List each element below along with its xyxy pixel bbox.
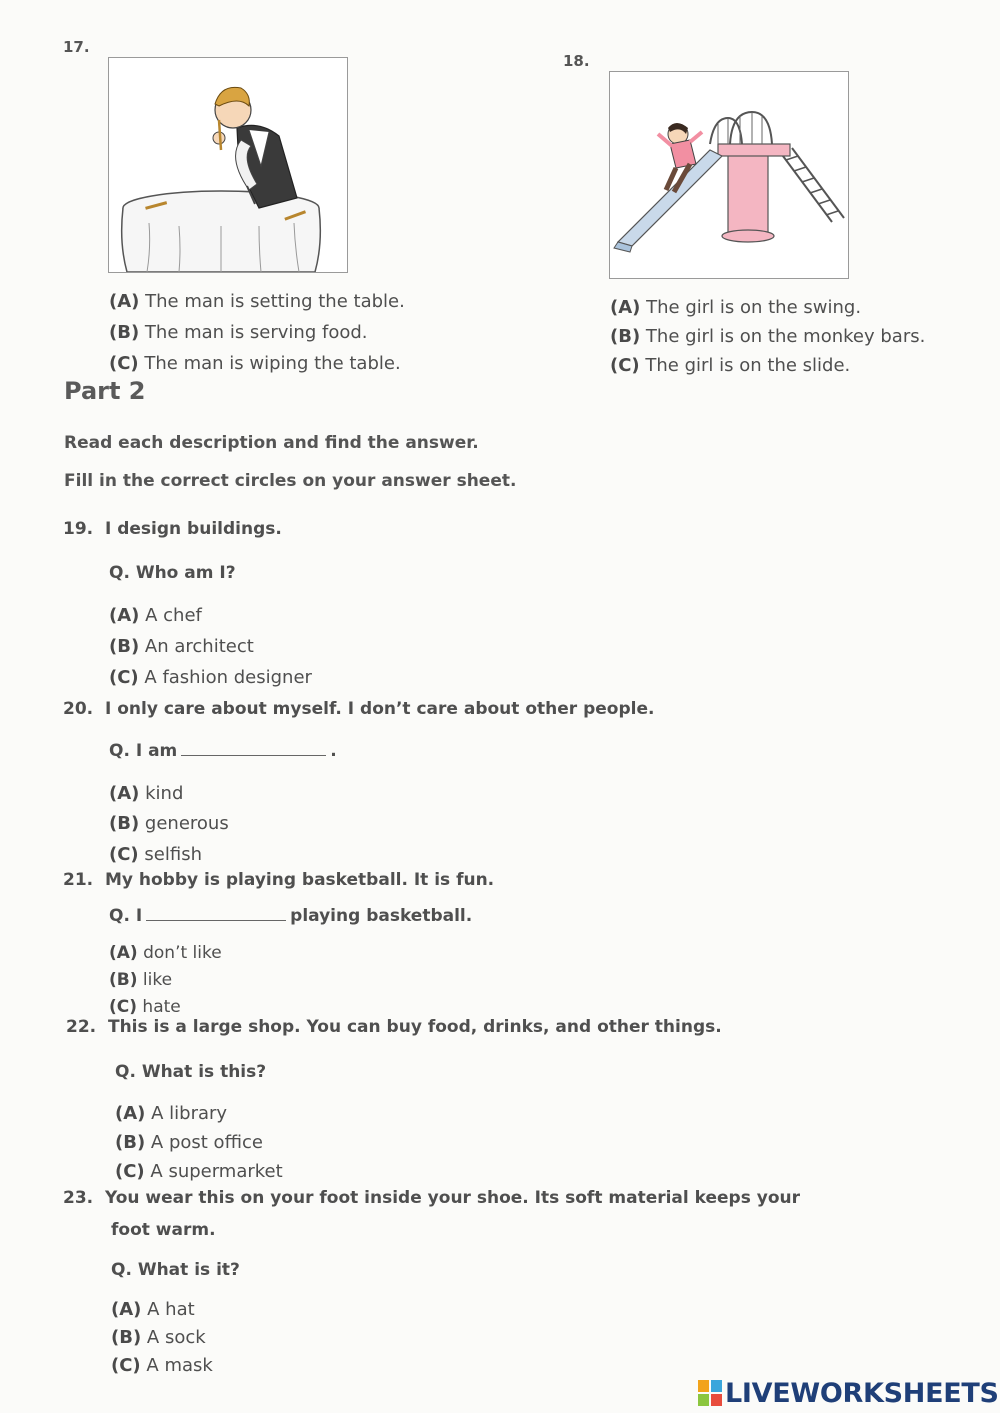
question-23-line2: foot warm. [111, 1220, 216, 1240]
question-number: 23. [63, 1188, 94, 1208]
option-text: selfish [144, 844, 202, 865]
option-21-b[interactable] [109, 970, 172, 990]
question-number: 20. [63, 699, 94, 719]
question-22-prompt: Q. What is this? [115, 1062, 267, 1082]
option-letter: (C) [109, 844, 139, 865]
liveworksheets-logo-icon [698, 1380, 722, 1406]
option-20-a[interactable] [109, 783, 183, 804]
option-letter: (A) [111, 1299, 142, 1320]
option-letter: (C) [115, 1161, 145, 1182]
answer-blank [146, 906, 286, 921]
question-number: 19. [63, 519, 94, 539]
option-text: generous [144, 813, 229, 834]
question-number: 21. [63, 870, 94, 890]
instruction-read: Read each description and find the answer. [64, 433, 479, 453]
option-text: The man is setting the table. [145, 291, 405, 312]
logo-text: LIVEWORKSHEETS [725, 1377, 999, 1409]
girl-on-slide-illustration [609, 71, 849, 279]
question-21 [63, 870, 494, 890]
option-21-c[interactable] [109, 997, 181, 1017]
option-text: don’t like [143, 943, 222, 963]
option-letter: (B) [109, 970, 138, 990]
question-20 [63, 699, 654, 719]
prompt-prefix: Q. I [109, 906, 143, 926]
instruction-fill: Fill in the correct circles on your answer sheet. [64, 471, 517, 491]
option-text: like [142, 970, 173, 990]
option-19-a[interactable] [109, 605, 202, 626]
option-text: hate [142, 997, 181, 1017]
option-23-c[interactable] [111, 1355, 213, 1376]
question-text: My hobby is playing basketball. It is fun. [104, 870, 495, 890]
option-letter: (B) [109, 636, 140, 657]
option-18-b[interactable] [610, 326, 925, 347]
option-letter: (C) [111, 1355, 141, 1376]
option-23-b[interactable] [111, 1327, 206, 1348]
option-letter: (B) [115, 1132, 146, 1153]
option-text: A library [151, 1103, 228, 1124]
question-text: You wear this on your foot inside your shoe. Its soft material keeps your [104, 1188, 801, 1208]
question-number: 22. [66, 1017, 97, 1037]
option-letter: (A) [109, 783, 140, 804]
question-23 [63, 1188, 800, 1208]
question-text: I design buildings. [104, 519, 282, 539]
option-letter: (C) [109, 353, 139, 374]
option-letter: (B) [109, 322, 140, 343]
option-letter: (B) [109, 813, 140, 834]
part-title: Part 2 [64, 377, 146, 405]
option-19-b[interactable] [109, 636, 254, 657]
option-text: A chef [145, 605, 202, 626]
option-18-c[interactable] [610, 355, 850, 376]
man-setting-table-illustration [108, 57, 348, 273]
option-text: A fashion designer [144, 667, 312, 688]
option-letter: (A) [109, 291, 140, 312]
option-text: A supermarket [150, 1161, 283, 1182]
option-letter: (A) [109, 605, 140, 626]
option-22-a[interactable] [115, 1103, 227, 1124]
prompt-prefix: Q. I am [109, 741, 178, 761]
option-20-c[interactable] [109, 844, 202, 865]
option-text: The man is serving food. [144, 322, 368, 343]
option-letter: (C) [109, 667, 139, 688]
option-20-b[interactable] [109, 813, 229, 834]
option-text: A mask [146, 1355, 213, 1376]
question-19 [63, 519, 282, 539]
prompt-suffix: . [330, 741, 337, 761]
option-text: A hat [147, 1299, 195, 1320]
liveworksheets-logo[interactable] [698, 1378, 999, 1408]
option-text: The girl is on the monkey bars. [645, 326, 926, 347]
option-text: kind [145, 783, 184, 804]
option-text: The girl is on the swing. [646, 297, 862, 318]
question-20-prompt [109, 741, 337, 761]
answer-blank [181, 741, 326, 756]
option-18-a[interactable] [610, 297, 861, 318]
option-22-c[interactable] [115, 1161, 283, 1182]
prompt-suffix: playing basketball. [290, 906, 473, 926]
option-17-b[interactable] [109, 322, 368, 343]
question-19-prompt: Q. Who am I? [109, 563, 236, 583]
option-letter: (A) [610, 297, 641, 318]
question-text: I only care about myself. I don’t care about other people. [104, 699, 655, 719]
question-22 [66, 1017, 722, 1037]
option-17-c[interactable] [109, 353, 401, 374]
question-text: This is a large shop. You can buy food, drinks, and other things. [107, 1017, 722, 1037]
option-letter: (B) [610, 326, 641, 347]
option-21-a[interactable] [109, 943, 222, 963]
option-letter: (A) [115, 1103, 146, 1124]
option-text: A sock [146, 1327, 206, 1348]
option-19-c[interactable] [109, 667, 312, 688]
option-text: The man is wiping the table. [144, 353, 401, 374]
option-letter: (C) [610, 355, 640, 376]
option-letter: (B) [111, 1327, 142, 1348]
question-23-prompt: Q. What is it? [111, 1260, 240, 1280]
option-letter: (C) [109, 997, 138, 1017]
option-23-a[interactable] [111, 1299, 195, 1320]
option-text: The girl is on the slide. [645, 355, 851, 376]
option-22-b[interactable] [115, 1132, 263, 1153]
question-number-18: 18. [563, 52, 590, 70]
option-17-a[interactable] [109, 291, 405, 312]
option-text: An architect [144, 636, 254, 657]
question-number-17: 17. [63, 38, 90, 56]
option-letter: (A) [109, 943, 138, 963]
option-text: A post office [150, 1132, 263, 1153]
question-21-prompt [109, 906, 472, 926]
